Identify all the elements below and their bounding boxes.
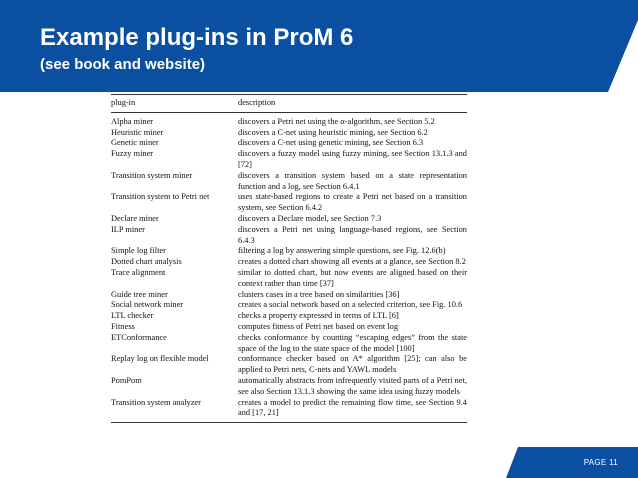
plugin-name-cell: Transition system to Petri net: [111, 192, 210, 202]
footer-bar: [0, 447, 638, 478]
plugin-description-cell: creates a model to predict the remaining flow time, see Section 9.4 and [17, 21]: [238, 397, 467, 418]
table-row: [111, 333, 467, 355]
plugin-name-cell: Transition system analyzer: [111, 397, 201, 407]
plugin-name-cell: Transition system miner: [111, 170, 193, 180]
table-row: [111, 300, 467, 311]
table-row: [111, 398, 467, 423]
title-banner: [0, 0, 638, 92]
table-row: [111, 246, 467, 257]
plugin-description-cell: checks a property expressed in terms of LTL [6]: [238, 311, 399, 321]
footer-bar-shape: [0, 447, 638, 478]
table-row: [111, 290, 467, 301]
plugin-description-cell: creates a social network based on a selected criterion, see Fig. 10.6: [238, 300, 463, 310]
plugin-name-cell: PomPom: [111, 375, 142, 385]
table-header-row: [111, 95, 467, 113]
plugin-name-cell: Alpha miner: [111, 116, 154, 126]
plugin-name-cell: Trace alignment: [111, 267, 166, 277]
plugin-table-container: [111, 94, 467, 423]
plugin-description-cell: discovers a Declare model, see Section 7.3: [238, 213, 382, 223]
plugin-name-cell: Guide tree miner: [111, 289, 168, 299]
plugin-description-cell: checks conformance by counting “escaping edges” from the state space of the log to the state space of the model [100]: [238, 332, 467, 353]
plugin-description-cell: discovers a C-net using heuristic mining, see Section 6.2: [238, 127, 428, 137]
plugin-name-cell: Replay log on flexible model: [111, 354, 209, 364]
plugin-description-cell: similar to dotted chart, but now events are aligned based on their context rather than time [37]: [238, 267, 467, 288]
plugin-description-cell: computes fitness of Petri net based on event log: [238, 321, 399, 331]
table-row: [111, 376, 467, 398]
slide-subtitle: (see book and website): [40, 56, 206, 73]
page-number: PAGE 11: [583, 458, 618, 467]
table-row: [111, 149, 467, 171]
plugin-description-cell: filtering a log by answering simple questions, see Fig. 12.6(b): [238, 246, 446, 256]
plugin-description-cell: automatically abstracts from infrequently visited parts of a Petri net, see also Section 13.1.3 showing the same idea using fuzzy models: [238, 375, 467, 396]
plugin-description-cell: discovers a Petri net using language-based regions, see Section 6.4.3: [238, 224, 467, 245]
plugin-name-cell: Simple log filter: [111, 246, 166, 256]
plugin-description-cell: discovers a fuzzy model using fuzzy mining, see Section 13.1.3 and [72]: [238, 149, 467, 169]
header-plugin: plug-in: [111, 98, 136, 107]
table-row: [111, 138, 467, 149]
table-row: [111, 214, 467, 225]
plugin-description-cell: discovers a Petri net using the α-algorithm, see Section 5.2: [238, 116, 435, 126]
plugin-description-cell: creates a dotted chart showing all events at a glance, see Section 8.2: [238, 257, 466, 267]
plugin-name-cell: Fuzzy miner: [111, 149, 154, 159]
table-row: [111, 192, 467, 214]
table-row: [111, 268, 467, 290]
slide-title: Example plug-ins in ProM 6: [40, 24, 354, 51]
plugin-description-cell: discovers a transition system based on a state representation function and a log, see Section 6.4.1: [238, 170, 467, 191]
table-row: [111, 112, 467, 127]
plugin-table: [111, 94, 467, 423]
table-row: [111, 311, 467, 322]
plugin-name-cell: ILP miner: [111, 224, 145, 234]
table-row: [111, 322, 467, 333]
plugin-name-cell: Social network miner: [111, 300, 184, 310]
table-row: [111, 225, 467, 247]
plugin-name-cell: Fitness: [111, 321, 135, 331]
table-row: [111, 354, 467, 376]
table-row: [111, 128, 467, 139]
plugin-description-cell: uses state-based regions to create a Petri net based on a transition system, see Section 6.4.2: [238, 192, 467, 213]
table-row: [111, 171, 467, 193]
plugin-name-cell: Dotted chart analysis: [111, 257, 182, 267]
plugin-name-cell: Declare miner: [111, 213, 159, 223]
plugin-name-cell: Heuristic miner: [111, 127, 164, 137]
plugin-name-cell: ETConformance: [111, 332, 167, 342]
plugin-name-cell: LTL checker: [111, 311, 154, 321]
header-description: description: [238, 98, 276, 107]
table-body: [111, 112, 467, 422]
plugin-description-cell: clusters cases in a tree based on similarities [36]: [238, 289, 400, 299]
table-row: [111, 257, 467, 268]
plugin-name-cell: Genetic miner: [111, 138, 159, 148]
plugin-description-cell: conformance checker based on A* algorithm [25]; can also be applied to Petri nets, C-nets and YAWL models: [238, 354, 467, 375]
plugin-description-cell: discovers a C-net using genetic mining, see Section 6.3: [238, 138, 424, 148]
